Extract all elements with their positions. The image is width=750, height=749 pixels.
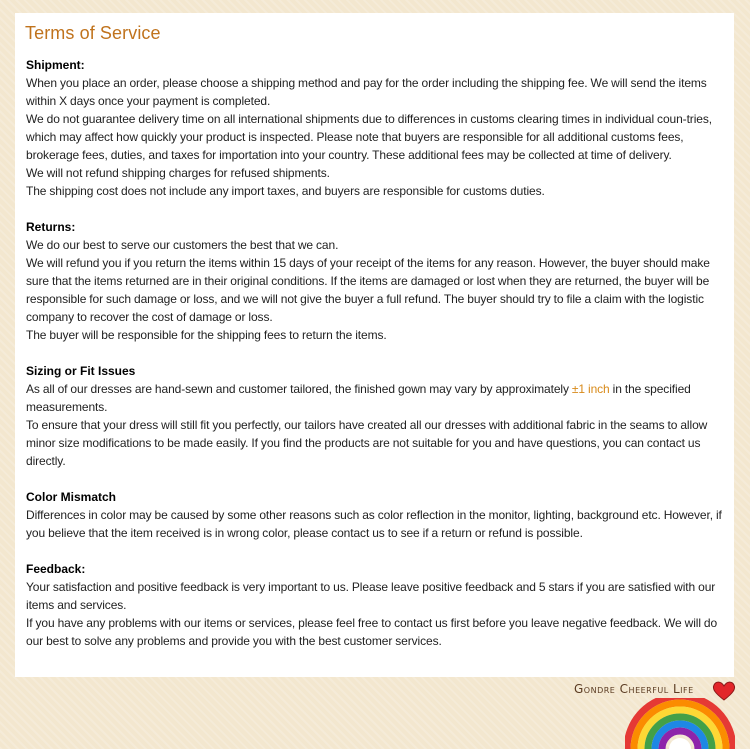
paragraph: We will not refund shipping charges for refused shipments. [26,166,330,180]
text: in the specified measurements. [26,382,691,414]
section-returns [26,218,732,344]
section-feedback [26,560,732,650]
section-color-mismatch [26,488,732,542]
paragraph: Your satisfaction and positive feedback is very important to us. Please leave positive feedback and 5 stars if you are satisfied with our items and services. [26,580,716,612]
paragraph: We will refund you if you return the items within 15 days of your receipt of the items for any reason. However, the buyer should make sure that the items returned are in their original conditions. If the items are damaged or lost when they are returned, the buyer will be responsible for such damage or loss, and we will not give the buyer a full refund. The buyer should try to file a claim with the logistic company to recover the cost of damage or loss. [26,256,710,324]
paragraph: To ensure that your dress will still fit you perfectly, our tailors have created all our dresses with additional fabric in the seams to allow minor size modifications to be made easily. If you find the products are not suitable for you and have questions, you can contact us directly. [26,418,708,468]
section-heading: Shipment: [26,58,85,72]
section-heading: Color Mismatch [26,490,117,504]
text: As all of our dresses are hand-sewn and customer tailored, the finished gown may vary by approximately [26,382,572,396]
highlight-text: ±1 inch [571,382,610,396]
section-heading: Returns: [26,220,76,234]
paragraph: We do not guarantee delivery time on all international shipments due to differences in customs clearing times in individual coun-tries, which may affect how quickly your product is inspected. Please note that buyers are responsible for all additional customs fees, brokerage fees, duties, and taxes for importation into your country. These additional fees may be collected at time of delivery. [26,112,712,162]
page-title: Terms of Service [25,23,161,43]
paragraph: Differences in color may be caused by some other reasons such as color reflection in the monitor, lighting, background etc. However, if you believe that the item received is in wrong color, please contact us to see if a return or refund is possible. [26,508,722,540]
section-heading: Feedback: [26,562,86,576]
paragraph: When you place an order, please choose a shipping method and pay for the order including the shipping fee. We will send the items within X days once your payment is completed. [26,76,707,108]
paragraph [26,380,732,416]
section-shipment [26,56,732,200]
rainbow-logo [625,698,735,749]
terms-panel [15,13,734,677]
section-heading: Sizing or Fit Issues [26,364,136,378]
paragraph: We do our best to serve our customers the best that we can. [26,238,339,252]
paragraph: The buyer will be responsible for the shipping fees to return the items. [26,328,387,342]
brand-logo-text: Gondre Cheerful Life [574,682,694,696]
paragraph: The shipping cost does not include any import taxes, and buyers are responsible for customs duties. [26,184,545,198]
paragraph: If you have any problems with our items or services, please feel free to contact us first before you leave negative feedback. We will do our best to solve any problems and provide you with the best customer services. [26,616,718,648]
section-sizing [26,362,732,470]
